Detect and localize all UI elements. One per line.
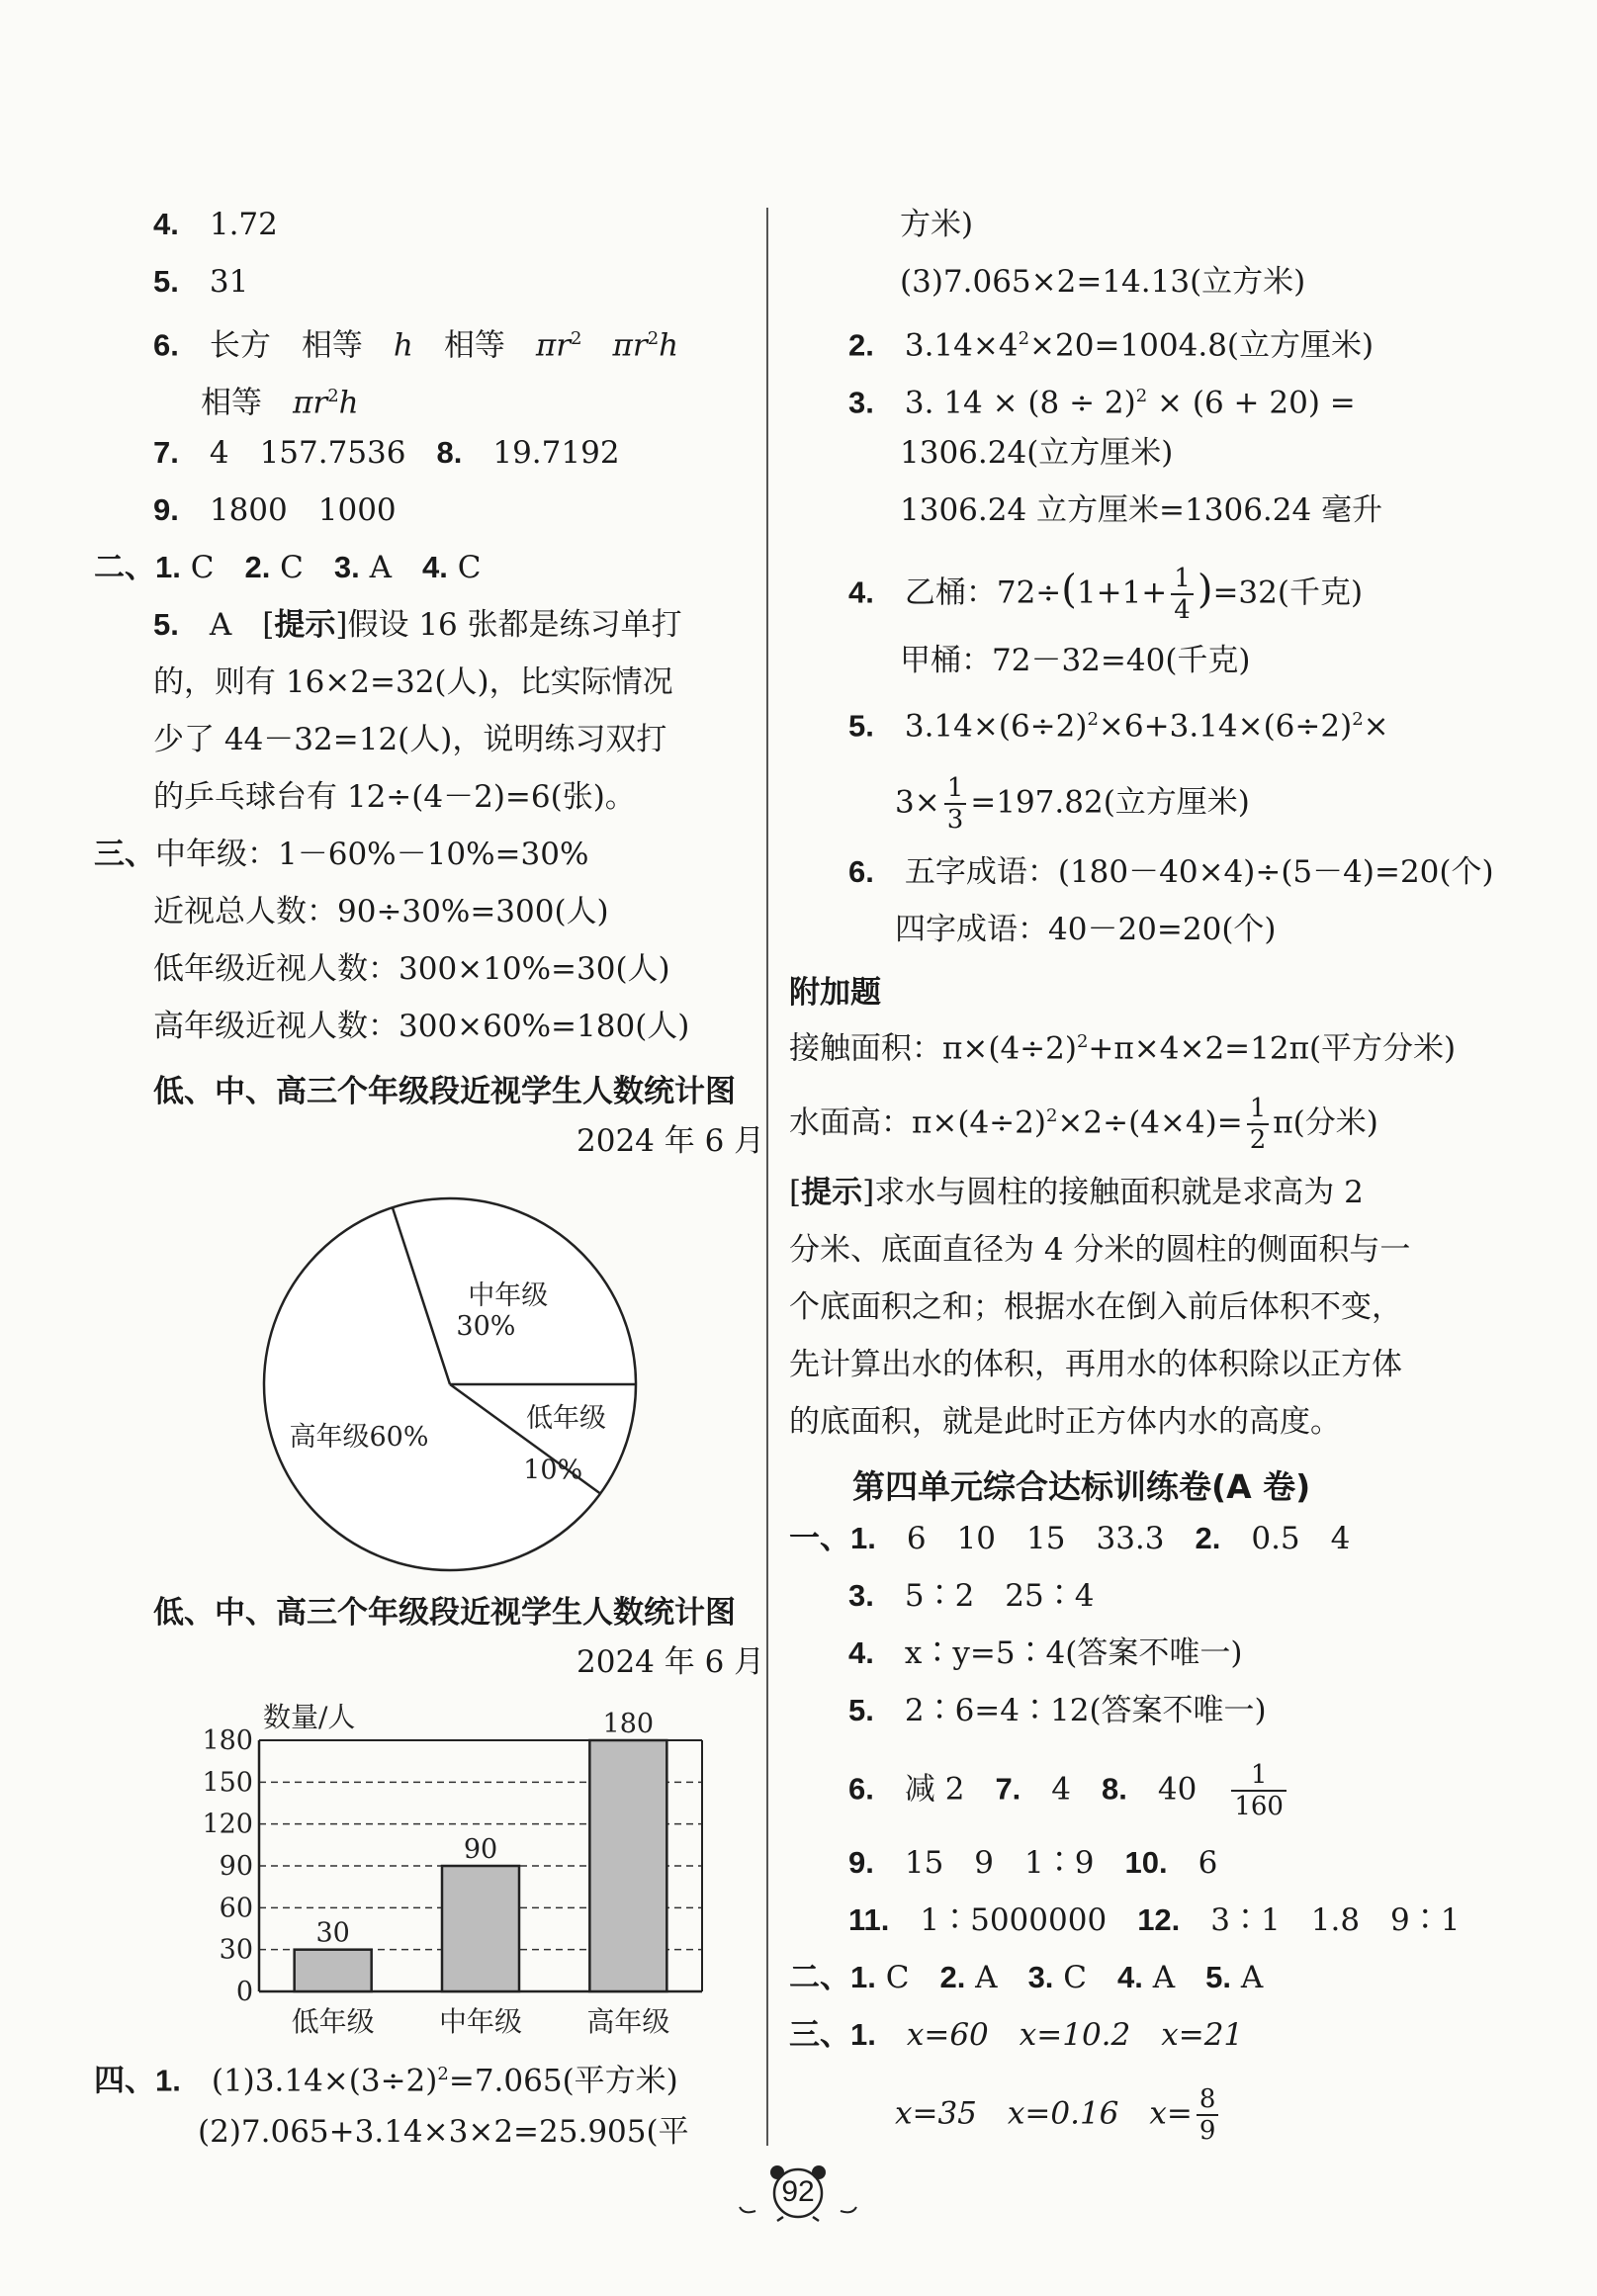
bar-value-label: 180 — [602, 1709, 655, 1739]
hint-line: 的底面积，就是此时正方体内水的高度。 — [789, 1404, 1341, 1440]
answer-line: 6. 长方 相等 h 相等 $\pi r^2$ $\pi r^2h$ — [153, 327, 679, 364]
bar-y-tick-label: 120 — [202, 1809, 253, 1840]
bar-category-label: 高年级 — [586, 2005, 670, 2038]
answer-line: 5. 31 — [153, 264, 249, 300]
answer-line: 3. 5∶2 25∶4 — [848, 1578, 1095, 1614]
bar-y-tick-label: 180 — [202, 1725, 253, 1756]
bar-category-label: 低年级 — [291, 2005, 375, 2038]
page-number-badge — [734, 2164, 862, 2223]
bar-y-tick-label: 90 — [219, 1851, 253, 1882]
bar-value-label: 30 — [315, 1917, 350, 1949]
answer-line: 三、1. x=60 x=10.2 x=21 — [789, 2017, 1244, 2053]
answer-line: 的，则有 16×2=32(人)，比实际情况 — [153, 664, 673, 700]
pie-label-high-grade: 高年级60% — [289, 1422, 429, 1453]
answer-line: 1306.24(立方厘米) — [900, 435, 1174, 471]
answer-line: 4. 1.72 — [153, 207, 278, 242]
bar-value-label: 90 — [463, 1834, 498, 1865]
bar-category-label: 中年级 — [438, 2005, 523, 2038]
bar-1 — [442, 1866, 519, 1991]
answer-line: 近视总人数：90÷30%=300(人) — [153, 894, 609, 929]
bar-2 — [589, 1740, 666, 1991]
page-number: 92 — [781, 2175, 815, 2208]
answer-line: 相等 $\pi r^2h$ — [201, 385, 359, 421]
answer-line: 三、中年级：1－60%－10%=30% — [94, 837, 589, 872]
answer-line: 6. 五字成语：(180－40×4)÷(5－4)=20(个) — [848, 854, 1494, 890]
answer-line: 二、1. C 2. C 3. A 4. C — [94, 550, 482, 585]
answer-line: 一、1. 6 10 15 33.3 2. 0.5 4 — [789, 1521, 1351, 1556]
bar-chart-date: 2024 年 6 月 — [577, 1644, 765, 1680]
answer-line: (2)7.065+3.14×3×2=25.905(平 — [198, 2114, 689, 2150]
bar-chart-title: 低、中、高三个年级段近视学生人数统计图 — [153, 1595, 736, 1631]
hint-line: 个底面积之和；根据水在倒入前后体积不变， — [789, 1289, 1402, 1325]
answer-line: 5. $3.14\times(6\div 2)^2\times 6+3.14\times(6\div 2)^2\times$ — [848, 708, 1389, 745]
bar-y-tick-label: 60 — [219, 1893, 253, 1924]
answer-line: 甲桶：72－32=40(千克) — [900, 643, 1251, 678]
answer-line: 4. x∶y=5∶4(答案不唯一) — [848, 1635, 1243, 1671]
answer-line: 3. 3. $14 \times (8 \div 2)^2 \times (6 + 20)$ = — [848, 385, 1356, 421]
answer-line: 四、1. $(1)3.14\times(3\div 2)^2=7.065$(平方米) — [94, 2063, 678, 2099]
answer-line: 方米) — [900, 207, 974, 242]
answer-line: 7. 4 157.7536 8. 19.7192 — [153, 435, 620, 471]
answer-line: 二、1. C 2. A 3. C 4. A 5. A — [789, 1960, 1264, 1995]
bar-0 — [295, 1950, 372, 1991]
pie-label-middle-grade: 中年级 — [468, 1280, 549, 1312]
hint-line: 先计算出水的体积，再用水的体积除以正方体 — [789, 1347, 1402, 1382]
pie-chart — [247, 1182, 663, 1577]
answer-line: 1306.24 立方厘米=1306.24 毫升 — [900, 492, 1383, 528]
pie-value-middle-grade: 30% — [456, 1310, 516, 1342]
answer-line: 少了 44－32=12(人)，说明练习双打 — [153, 722, 667, 757]
answer-line: 3× $\frac{1}{3}$ =197.82(立方厘米) — [895, 773, 1250, 835]
answer-line: 高年级近视人数：300×60%=180(人) — [153, 1009, 690, 1044]
pie-chart-title: 低、中、高三个年级段近视学生人数统计图 — [153, 1074, 736, 1109]
answer-line: 低年级近视人数：300×10%=30(人) — [153, 951, 670, 987]
answer-line: x=35 x=0.16 x= $\frac{8}{9}$ — [895, 2084, 1222, 2146]
hint-line: [提示]求水与圆柱的接触面积就是求高为 2 — [789, 1175, 1364, 1210]
answer-line: 2. $3.14\times 4^2\times 20=1004.8$(立方厘米) — [848, 327, 1375, 364]
bar-y-tick-label: 30 — [219, 1934, 253, 1966]
answer-line: 的乒乓球台有 12÷(4－2)=6(张)。 — [153, 779, 636, 815]
answer-line: 6. 减 2 7. 4 8. 40 $\frac{1}{160}$ — [848, 1760, 1290, 1821]
pie-value-low-grade: 10% — [523, 1455, 583, 1486]
column-divider — [766, 208, 768, 2146]
bar-y-tick-label: 0 — [235, 1977, 253, 2007]
answer-line: 11. 1∶5000000 12. 3∶1 1.8 9∶1 — [848, 1902, 1461, 1938]
bar-chart — [188, 1693, 722, 2049]
answer-line: 5. A [提示]假设 16 张都是练习单打 — [153, 607, 682, 643]
pie-chart-date: 2024 年 6 月 — [577, 1123, 765, 1159]
bar-y-tick-label: 150 — [202, 1767, 253, 1799]
answer-line: (3)7.065×2=14.13(立方米) — [900, 264, 1306, 300]
answer-line: 9. 15 9 1∶9 10. 6 — [848, 1845, 1218, 1881]
answer-line: 接触面积：$\pi\times(4\div 2)^2+\pi\times 4\times 2=12\pi$(平方分米) — [789, 1030, 1457, 1067]
bar-y-axis-label: 数量/人 — [263, 1701, 356, 1733]
answer-line: 5. 2∶6=4∶12(答案不唯一) — [848, 1693, 1267, 1728]
pie-label-low-grade: 低年级 — [525, 1402, 606, 1434]
answer-line: 四字成语：40－20=20(个) — [895, 912, 1277, 947]
answer-line: 4. 乙桶：72÷(1+1+ $\frac{1}{4}$ )=32(千克) — [848, 564, 1364, 625]
unit-title: 第四单元综合达标训练卷(A 卷) — [852, 1467, 1311, 1506]
answer-line: 9. 1800 1000 — [153, 492, 397, 528]
appendix-title: 附加题 — [789, 975, 881, 1011]
hint-line: 分米、底面直径为 4 分米的圆柱的侧面积与一 — [789, 1232, 1411, 1268]
answer-line: 水面高：$\pi\times(4\div 2)^2\times 2\div(4\times 4)=$ $\frac{1}{2}$ π(分米) — [789, 1094, 1378, 1155]
